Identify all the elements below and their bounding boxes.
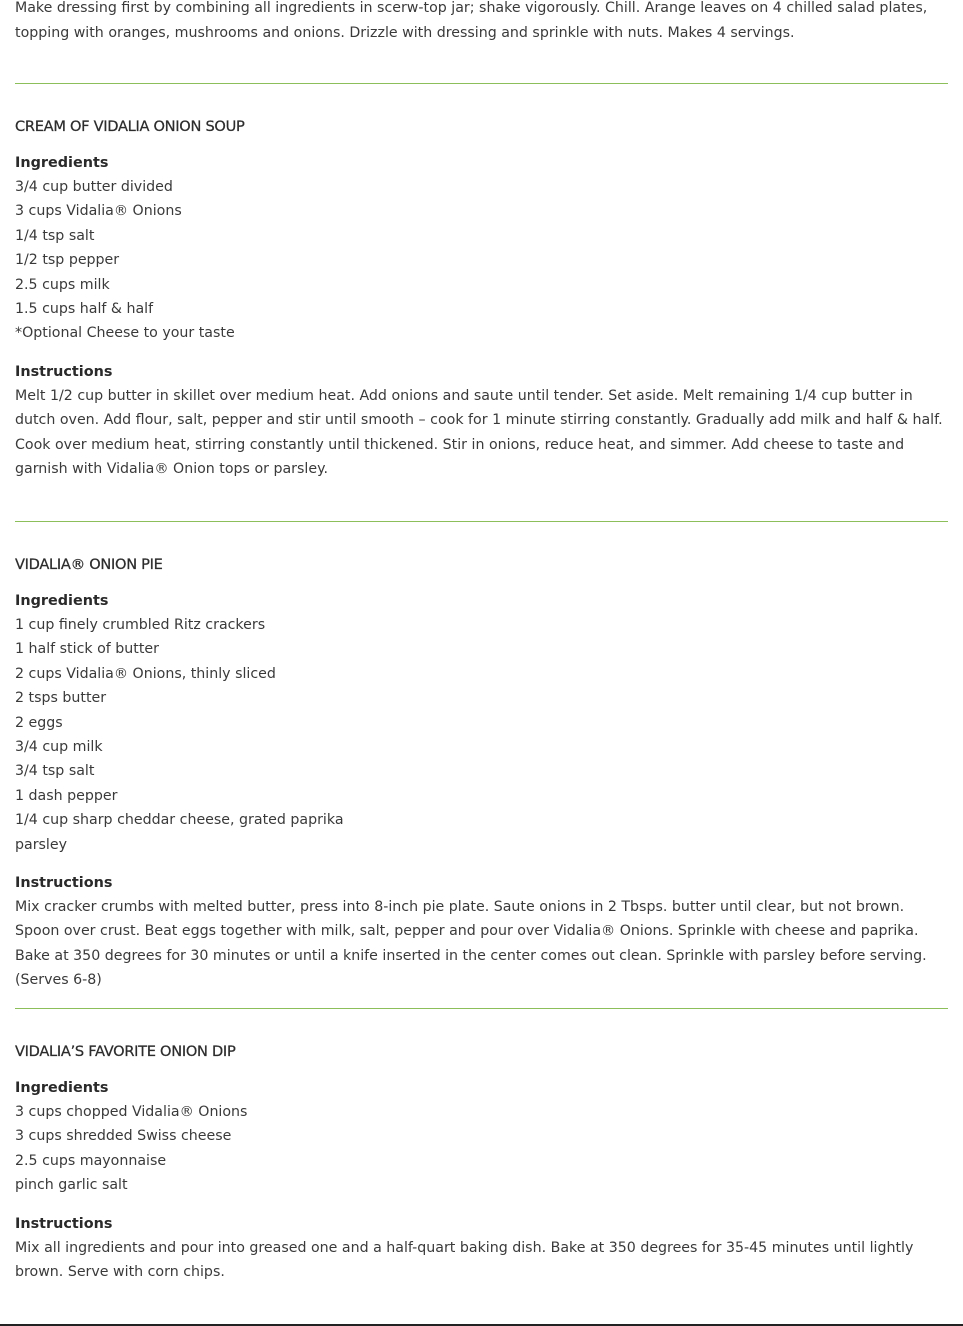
instructions-text: Melt 1/2 cup butter in skillet over medium heat. Add onions and saute until tender. Set aside. Melt remaining 1/4 cup butter in dutch oven. Add flour, salt, pepper and stir until smooth – cook for 1 minute stirring constantly. Gradually add milk and half & half. Cook over medium heat, stirring constantly until thickened. Stir in onions, reduce heat, and simmer. Add cheese to taste and garnish with Vidalia® Onion tops or parsley. xyxy=(15,387,943,478)
instructions-text: Mix cracker crumbs with melted butter, press into 8-inch pie plate. Saute onions in 2 Tbsps. butter until clear, but not brown. Spoon over crust. Beat eggs together with milk, salt, pepper and pour over Vidalia® Onions. Sprinkle with cheese and paprika. Bake at 350 degrees for 30 minutes or until a knife inserted in the center comes out clean. Sprinkle with parsley before serving. (Serves 6-8) xyxy=(15,899,927,989)
instructions-heading: Instructions xyxy=(15,1215,113,1232)
ingredient-item: 3 cups chopped Vidalia® Onions xyxy=(15,1104,248,1120)
ingredient-list xyxy=(15,613,948,857)
section-divider xyxy=(15,521,948,522)
instructions-text: Mix all ingredients and pour into greased one and a half-quart baking dish. Bake at 350 degrees for 35-45 minutes until lightly brown. Serve with corn chips. xyxy=(15,1239,914,1281)
ingredient-item: 3/4 cup milk xyxy=(15,739,103,756)
ingredient-item: 2 tsps butter xyxy=(15,690,107,707)
instructions-heading: Instructions xyxy=(15,875,113,892)
ingredient-item: 3 cups Vidalia® Onions xyxy=(15,203,182,220)
ingredient-item: pinch garlic salt xyxy=(15,1177,128,1194)
ingredient-item: 1 half stick of butter xyxy=(15,641,159,658)
ingredient-item: 2.5 cups mayonnaise xyxy=(15,1152,167,1169)
recipe-title: VIDALIA® ONION PIE xyxy=(15,556,163,573)
ingredient-item: *Optional Cheese to your taste xyxy=(15,325,235,342)
ingredient-item: 1.5 cups half & half xyxy=(15,301,154,318)
ingredient-item: 1/4 tsp salt xyxy=(15,227,95,244)
ingredient-item: 1 dash pepper xyxy=(15,787,118,804)
section-divider xyxy=(15,83,948,84)
ingredient-item: 1/2 tsp pepper xyxy=(15,252,120,269)
recipe-card xyxy=(15,1042,948,1284)
ingredient-list xyxy=(15,175,948,346)
ingredient-item: 1/4 cup sharp cheddar cheese, grated paprika xyxy=(15,812,344,829)
ingredient-item: 3 cups shredded Swiss cheese xyxy=(15,1128,232,1145)
ingredient-item: 3/4 tsp salt xyxy=(15,763,95,780)
ingredient-item: parsley xyxy=(15,836,67,853)
recipe-page xyxy=(15,0,948,1281)
ingredient-item: 1 cup finely crumbled Ritz crackers xyxy=(15,617,266,633)
recipe-title: VIDALIA’S FAVORITE ONION DIP xyxy=(15,1043,236,1060)
ingredient-item: 2 eggs xyxy=(15,714,63,731)
ingredient-list xyxy=(15,1100,948,1198)
recipe-card xyxy=(15,117,948,481)
section-divider xyxy=(15,1008,948,1009)
ingredients-heading: Ingredients xyxy=(15,593,109,609)
instructions-heading: Instructions xyxy=(15,363,113,380)
ingredients-heading: Ingredients xyxy=(15,155,109,171)
recipe-card xyxy=(15,555,948,993)
ingredient-item: 2.5 cups milk xyxy=(15,276,110,293)
intro-instructions: Make dressing first by combining all ingredients in scerw-top jar; shake vigorously. Chill. Arange leaves on 4 chilled salad plates, topping with oranges, mushrooms and onions. Drizzle with dressing and sprinkle with nuts. Makes 4 servings. xyxy=(15,0,928,41)
ingredient-item: 2 cups Vidalia® Onions, thinly sliced xyxy=(15,665,276,682)
ingredients-heading: Ingredients xyxy=(15,1080,109,1096)
recipe-title: CREAM OF VIDALIA ONION SOUP xyxy=(15,118,245,135)
ingredient-item: 3/4 cup butter divided xyxy=(15,179,173,195)
